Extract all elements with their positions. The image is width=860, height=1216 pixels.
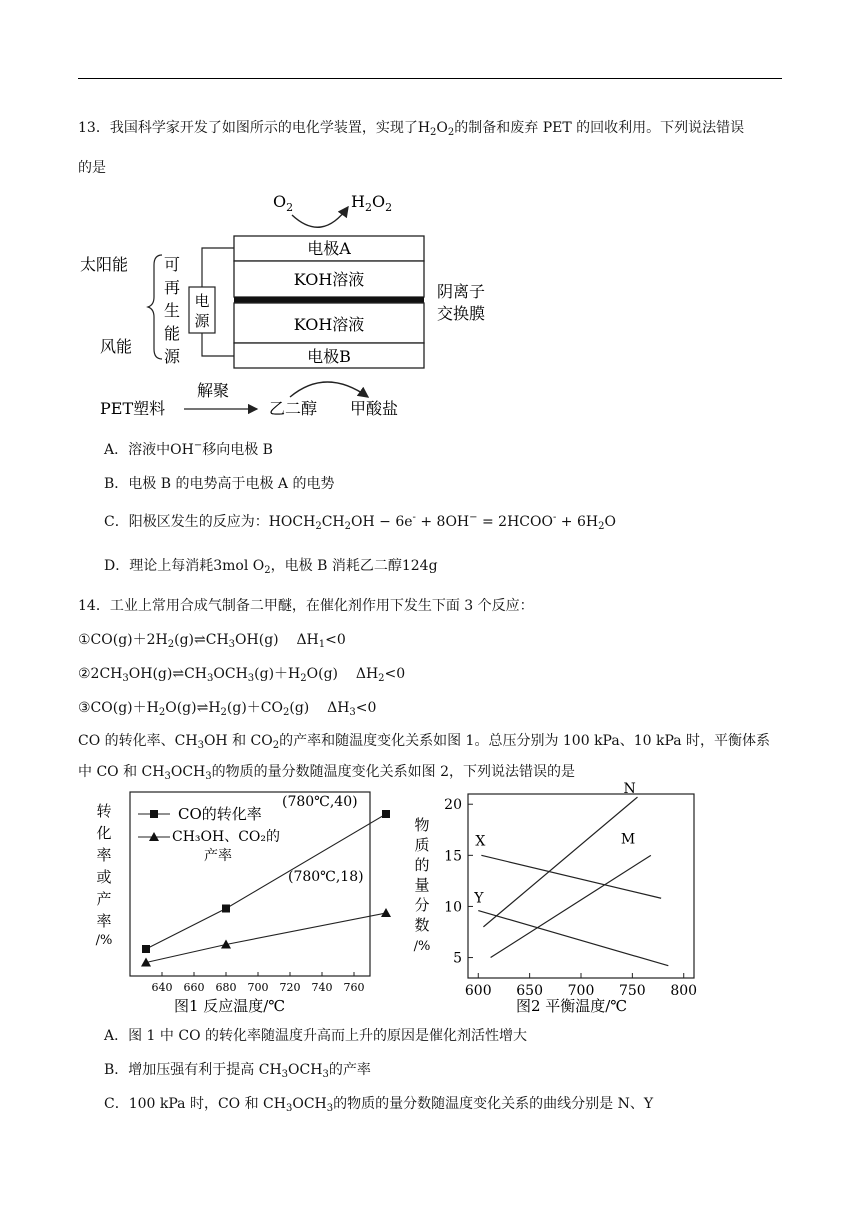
membrane-label-2: 交换膜 [437, 304, 486, 323]
renewable-char-2: 再 [163, 278, 181, 297]
fig1-series-line-2 [146, 913, 386, 963]
q14-desc-line2: 中 CO 和 $CH_3OCH_3$的物质的量分数随温度变化关系如图 2，下列说法错误的是 [78, 764, 575, 782]
power-char-2: 源 [194, 312, 210, 330]
fig2-x-tick-label: 650 [516, 983, 544, 999]
fig2-series [473, 781, 668, 966]
fig1-x-tick-label: 740 [311, 981, 333, 994]
q14-reaction-2: $②2CH_3OH(g)\rightleftharpoons CH_3OCH_3(g)+H_2O(g)$ $\Delta H_2<0$ [78, 666, 406, 684]
fig2-ylabel-char-6: 数 [414, 916, 430, 934]
fig1-x-tick-label: 640 [151, 981, 173, 994]
fig1-ylabel-char-3: 率 [96, 846, 112, 864]
fig1-square-point [142, 945, 150, 953]
renewable-char-3: 生 [163, 301, 181, 320]
fig2-x-tick-label: 800 [670, 983, 698, 999]
q14-reaction-3: $③CO(g)+H_2O(g)\rightleftharpoons H_2(g)+CO_2(g)$ $\Delta H_3<0$ [78, 700, 377, 718]
fig1-caption: 图1 反应温度/℃ [174, 997, 286, 1015]
fig2-line-X [481, 855, 661, 898]
fig2-x-tick-label: 750 [618, 983, 646, 999]
fig2-ylabel-char-5: 分 [414, 896, 430, 914]
q14-reaction-1: $①CO(g)+2H_2(g)\rightleftharpoons CH_3OH(g)$ $\Delta H_1<0$ [78, 632, 346, 650]
q13-option-b: B．电极 B 的电势高于电极 A 的电势 [104, 476, 335, 492]
fig1-triangle-point [381, 908, 391, 917]
q14-option-a: A．图 1 中 CO 的转化率随温度升高而上升的原因是催化剂活性增大 [104, 1028, 528, 1044]
fig2-line-label-N: N [623, 781, 636, 798]
figure-1-chart [86, 786, 386, 1018]
renewable-char-1: 可 [163, 255, 181, 274]
q13-stem-line1: 13．我国科学家开发了如图所示的电化学装置，实现了$H_2O_2$的制备和废弃 PET 的回收利用。下列说法错误 [78, 120, 745, 138]
renewable-char-4: 能 [163, 324, 181, 343]
fig1-ylabel-char-6: 率 [96, 912, 112, 930]
fig2-y-tick-label: 5 [453, 950, 462, 967]
fig1-square-point [222, 905, 230, 913]
legend-yield-line2: 产率 [204, 848, 232, 864]
electrochem-figure [70, 185, 520, 425]
power-char-1: 电 [194, 292, 210, 310]
q13-stem-line2: 的是 [78, 160, 106, 176]
fig1-annotation-2: (780℃,18) [288, 869, 364, 885]
brace [148, 255, 162, 359]
fig1-x-tick-label: 680 [215, 981, 237, 994]
electrode-a-label: 电极A [307, 239, 351, 258]
fig2-caption: 图2 平衡温度/℃ [516, 997, 628, 1015]
renewable-char-5: 源 [163, 347, 181, 366]
fig1-ylabel-char-5: 产 [96, 890, 112, 908]
fig1-ylabel-char-2: 化 [96, 824, 112, 842]
fig1-annotation-1: (780℃,40) [282, 794, 358, 810]
fig1-ylabel-char-1: 转 [96, 802, 112, 820]
figure-2-chart [404, 781, 704, 1022]
q14-option-c: C．100 kPa 时，CO 和 $CH_3OCH_3$的物质的量分数随温度变化关系的曲线分别是 N、Y [104, 1096, 654, 1114]
fig2-ylabel-char-7: /% [413, 939, 431, 954]
h2o2-label: $H_2O_2$ [351, 192, 393, 214]
formate-label: 甲酸盐 [350, 399, 399, 418]
o2-label: $O_2$ [273, 192, 294, 214]
q14-stem: 14．工业上常用合成气制备二甲醚，在催化剂作用下发生下面 3 个反应： [78, 598, 534, 614]
legend-square-marker [150, 810, 158, 818]
fig1-ylabel-char-7: /% [95, 933, 113, 948]
fig2-ylabel-char-2: 质 [414, 836, 430, 854]
fig1-x-ticks [152, 972, 365, 994]
fig1-x-tick-label: 760 [343, 981, 365, 994]
glycol-formate-arrow [290, 382, 368, 397]
fig1-x-tick-label: 660 [183, 981, 205, 994]
fig1-x-tick-label: 700 [247, 981, 269, 994]
fig2-ylabel [414, 816, 431, 954]
legend-co-conversion: CO的转化率 [178, 805, 262, 823]
fig2-ylabel-char-1: 物 [414, 816, 430, 834]
fig1-x-tick-label: 720 [279, 981, 301, 994]
fig2-line-label-M: M [620, 831, 636, 848]
q13-option-a: A．溶液中OH−移向电极 B [104, 440, 273, 458]
fig2-y-tick-label: 20 [444, 797, 462, 814]
q13-option-d: D．理论上每消耗3mol $O_2$，电极 B 消耗乙二醇124g [104, 558, 438, 576]
fig2-ylabel-char-4: 量 [414, 876, 430, 894]
fig2-line-label-Y: Y [474, 890, 484, 907]
electrode-b-label: 电极B [307, 347, 351, 366]
q14-option-b: B．增加压强有利于提高 $CH_3OCH_3$的产率 [104, 1062, 371, 1080]
o2-h2o2-arrow [292, 207, 348, 227]
pet-label: PET塑料 [100, 399, 166, 418]
membrane-label-1: 阴离子 [437, 282, 486, 301]
fig2-ylabel-char-3: 的 [414, 856, 430, 874]
fig1-ylabel-char-4: 或 [96, 868, 112, 886]
fig2-line-M [491, 855, 651, 957]
glycol-label: 乙二醇 [269, 399, 318, 418]
fig1-ylabel [96, 802, 113, 948]
fig2-y-tick-label: 15 [444, 848, 462, 865]
koh-bottom-label: KOH溶液 [293, 315, 365, 334]
koh-top-label: KOH溶液 [293, 270, 365, 289]
fig2-y-tick-label: 10 [444, 899, 462, 916]
header-rule [78, 78, 782, 79]
fig1-square-point [382, 810, 390, 818]
fig2-line-N [483, 797, 637, 927]
wind-label: 风能 [100, 337, 133, 356]
depoly-label: 解聚 [197, 381, 230, 400]
fig2-line-label-X: X [475, 833, 486, 850]
legend-yield-line1: CH₃OH、CO₂的 [172, 829, 281, 845]
solar-label: 太阳能 [80, 255, 129, 274]
fig2-x-tick-label: 600 [464, 983, 492, 999]
fig2-line-Y [478, 911, 668, 966]
fig2-x-tick-label: 700 [567, 983, 595, 999]
q13-option-c: C．阳极区发生的反应为：$HOCH_2CH_2OH - 6e^- + 8OH^-$ = 2HCOO- + $6H_2O$ [104, 512, 616, 532]
q14-desc-line1: CO 的转化率、$CH_3OH$ 和 $CO_2$的产率和随温度变化关系如图 1。总压分别为 100 kPa、10 kPa 时，平衡体系 [78, 733, 771, 751]
